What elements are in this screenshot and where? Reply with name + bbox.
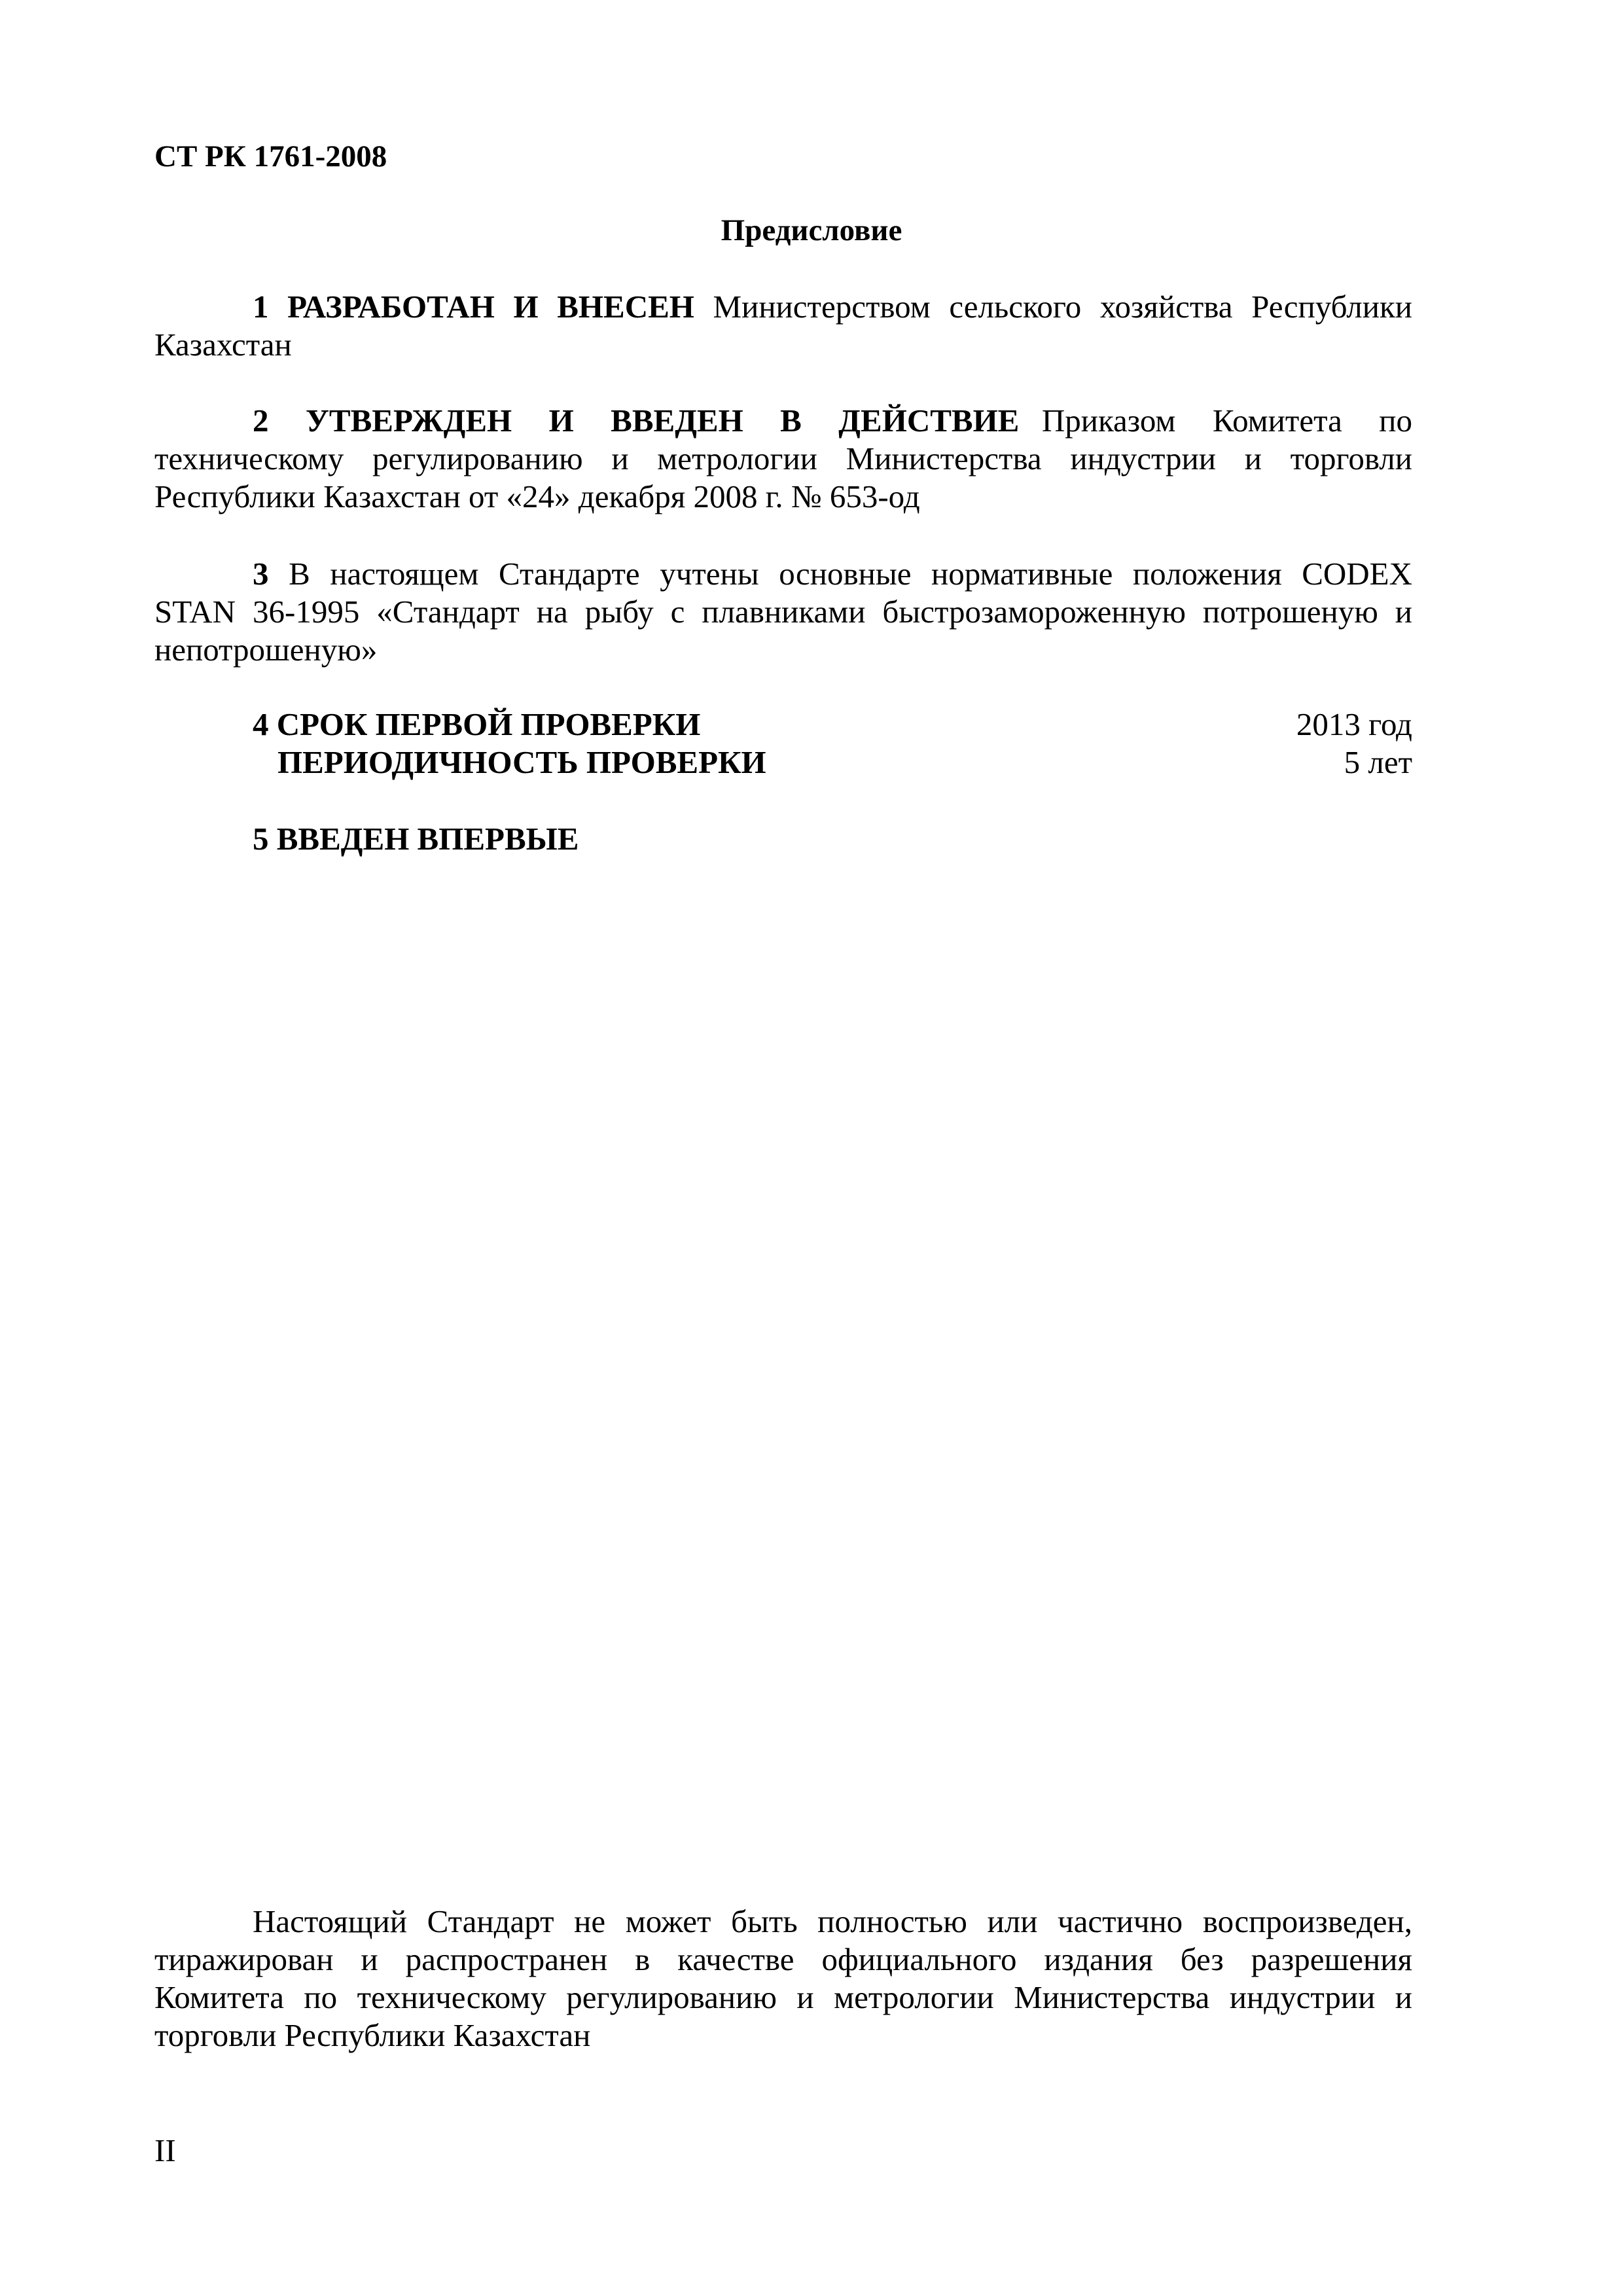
item-4-periodicity-value: 5 лет [1344, 744, 1412, 780]
item-1-line-2: Казахстан [154, 327, 292, 363]
item-1-text: Министерством сельского хозяйства Республики [713, 289, 1412, 325]
page-title: Предисловие [721, 213, 902, 247]
item-4-first-check-value: 2013 год [1296, 706, 1412, 742]
copyright-notice [154, 1903, 1412, 2054]
item-3-number: 3 [253, 556, 269, 592]
item-2-line-2: техническому регулированию и метрологии Министерства индустрии и торговли [154, 440, 1412, 476]
item-2-text: Приказом Комитета по [1041, 403, 1413, 439]
notice-line-1: Настоящий Стандарт не может быть полностью или частично воспроизведен, [253, 1903, 1412, 1939]
item-3-line-2: STAN 36-1995 «Стандарт на рыбу с плавниками быстрозамороженную потрошеную и [154, 594, 1412, 630]
item-1 [154, 288, 1412, 364]
item-1-line-1 [154, 288, 1412, 326]
item-4-periodicity-label: ПЕРИОДИЧНОСТЬ ПРОВЕРКИ [277, 744, 766, 780]
item-3-line-1 [154, 555, 1412, 593]
item-1-lead: 1 РАЗРАБОТАН И ВНЕСЕН [253, 289, 694, 325]
notice-line-4: торговли Республики Казахстан [154, 2017, 591, 2053]
notice-line-2: тиражирован и распространен в качестве официального издания без разрешения [154, 1941, 1412, 1977]
notice-line-3: Комитета по техническому регулированию и метрологии Министерства индустрии и [154, 1979, 1412, 2015]
item-4-first-check-label: 4 СРОК ПЕРВОЙ ПРОВЕРКИ [253, 706, 701, 742]
item-5-label: 5 ВВЕДЕН ВПЕРВЫЕ [253, 821, 579, 857]
item-3-text: В настоящем Стандарте учтены основные нормативные положения CODEX [289, 556, 1412, 592]
item-3-line-3: непотрошеную» [154, 632, 378, 668]
item-2-lead: 2 УТВЕРЖДЕН И ВВЕДЕН В ДЕЙСТВИЕ [253, 403, 1020, 439]
item-2-line-1 [154, 402, 1412, 440]
document-code: СТ РК 1761-2008 [154, 139, 387, 173]
item-2-line-3: Республики Казахстан от «24» декабря 2008 г. № 653-од [154, 478, 920, 514]
item-2 [154, 402, 1412, 516]
page-number: II [154, 2132, 176, 2168]
item-3 [154, 555, 1412, 669]
